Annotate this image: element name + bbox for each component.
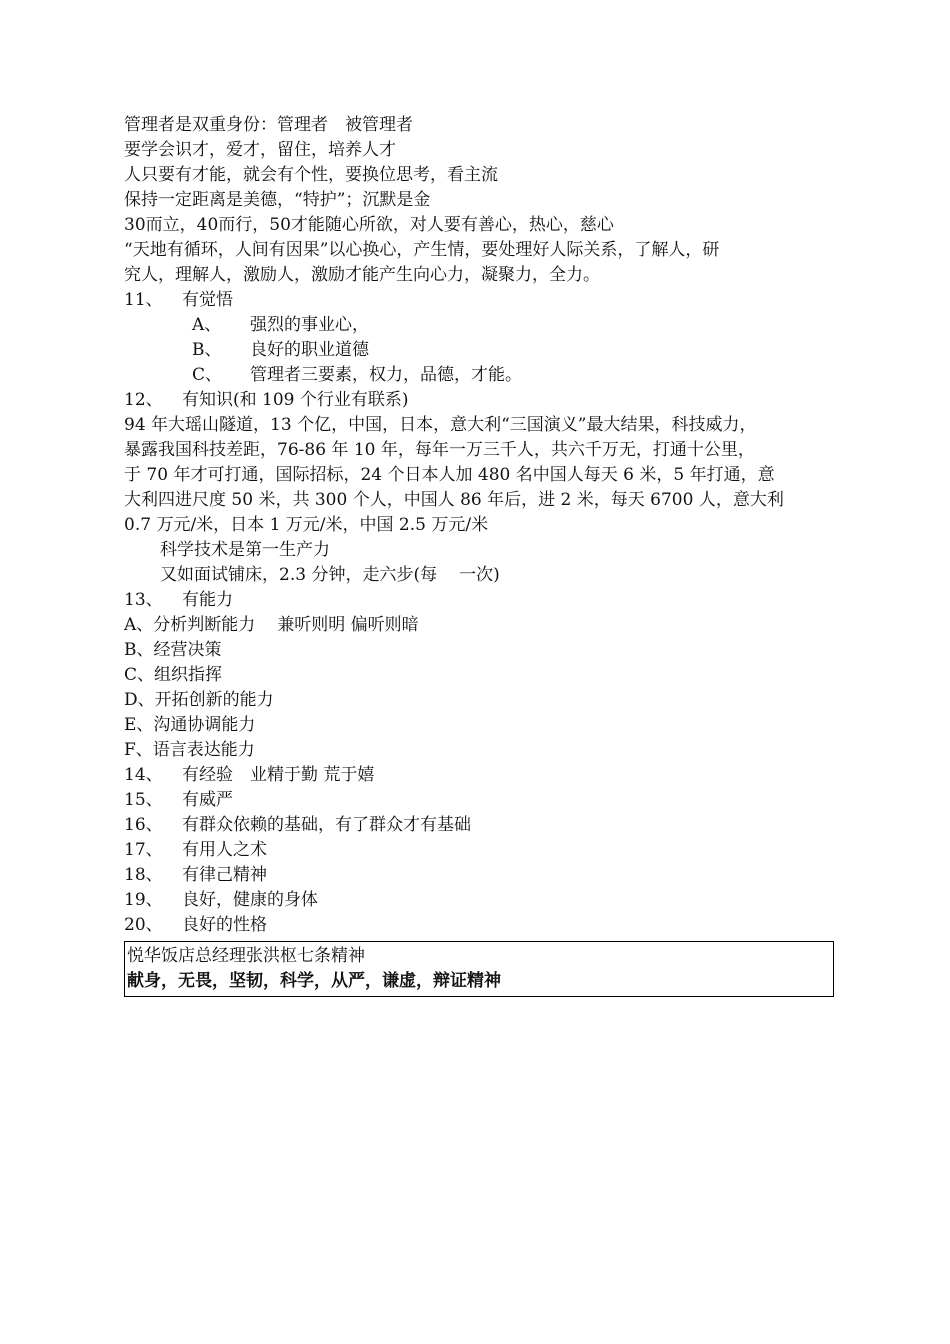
sub-item-text: 强烈的事业心，: [250, 315, 369, 335]
list-item: [124, 838, 836, 863]
list-item: [124, 763, 836, 788]
item-text: 有律己精神: [182, 865, 267, 885]
sub-item-tag: C、: [192, 365, 223, 385]
ability-line: C、组织指挥: [124, 665, 223, 685]
ability-line: E、沟通协调能力: [124, 715, 256, 735]
text-line: “天地有循环，人间有因果”以心换心，产生情，要处理好人际关系，了解人，研: [124, 240, 720, 260]
item-text: 有威严: [182, 790, 233, 810]
ability-line: F、语言表达能力: [124, 740, 255, 760]
box-title: 悦华饭店总经理张洪枢七条精神: [127, 946, 365, 966]
text-line: 保持一定距离是美德，“特护”；沉默是金: [124, 190, 431, 210]
sub-item: [124, 363, 836, 388]
paragraph-line: 暴露我国科技差距，76-86 年 10 年，每年一万三千人，共六千万无，打通十公里，: [124, 440, 755, 460]
sub-item: [124, 313, 836, 338]
sub-item-tag: A、: [192, 315, 222, 335]
item-number: 17、: [124, 840, 163, 860]
paragraph-line: 大利四进尺度 50 米，共 300 个人，中国人 86 年后，进 2 米，每天 6700 人，意大利: [124, 490, 784, 510]
box-text: 献身，无畏，坚韧，科学，从严，谦虚，辩证精神: [127, 971, 501, 991]
item-number: 19、: [124, 890, 163, 910]
item-number: 16、: [124, 815, 163, 835]
ability-line: B、经营决策: [124, 640, 222, 660]
paragraph-line: 于 70 年才可打通，国际招标，24 个日本人加 480 名中国人每天 6 米，5 年打通，意: [124, 465, 775, 485]
item-text: 良好，健康的身体: [182, 890, 318, 910]
item-number: 20、: [124, 915, 163, 935]
item-text: 良好的性格: [182, 915, 267, 935]
text-line: 管理者是双重身份：管理者 被管理者: [124, 115, 413, 135]
sub-item-tag: B、: [192, 340, 222, 360]
indented-line: 科学技术是第一生产力: [160, 540, 330, 560]
indented-text: 一次): [459, 565, 500, 585]
list-item: [124, 813, 836, 838]
sub-item-text: 良好的职业道德: [250, 340, 369, 360]
document-body: [124, 113, 836, 997]
ability-text: A、分析判断能力: [124, 615, 256, 635]
text-line: 究人，理解人，激励人，激励才能产生向心力，凝聚力，全力。: [124, 265, 600, 285]
item-number: 11、: [124, 290, 163, 310]
item-title: 有觉悟: [182, 290, 233, 310]
ability-note: 兼听则明 偏听则暗: [277, 615, 419, 635]
text-line: 30而立，40而行，50才能随心所欲，对人要有善心，热心，慈心: [124, 215, 614, 235]
item-text: 有经验 业精于勤 荒于嬉: [182, 765, 375, 785]
list-item: [124, 888, 836, 913]
ability-line: D、开拓创新的能力: [124, 690, 274, 710]
item-12: [124, 388, 836, 413]
item-text: 有群众依赖的基础，有了群众才有基础: [182, 815, 471, 835]
indented-line: [124, 563, 836, 588]
item-number: 15、: [124, 790, 163, 810]
item-title: 有知识(和 109 个行业有联系): [182, 390, 409, 410]
item-number: 18、: [124, 865, 163, 885]
item-13: [124, 588, 836, 613]
list-item: [124, 913, 836, 938]
paragraph-line: 0.7 万元/米，日本 1 万元/米，中国 2.5 万元/米: [124, 515, 489, 535]
item-11: [124, 288, 836, 313]
item-title: 有能力: [182, 590, 233, 610]
list-item: [124, 788, 836, 813]
item-number: 13、: [124, 590, 163, 610]
sub-item-text: 管理者三要素，权力，品德，才能。: [250, 365, 522, 385]
text-line: 人只要有才能，就会有个性，要换位思考，看主流: [124, 165, 498, 185]
item-number: 12、: [124, 390, 163, 410]
list-item: [124, 863, 836, 888]
item-text: 有用人之术: [182, 840, 267, 860]
quote-box: [124, 941, 834, 997]
text-line: 要学会识才，爱才，留住，培养人才: [124, 140, 396, 160]
paragraph-line: 94 年大瑶山隧道，13 个亿，中国，日本，意大利“三国演义”最大结果，科技威力，: [124, 415, 757, 435]
item-number: 14、: [124, 765, 163, 785]
sub-item: [124, 338, 836, 363]
indented-text: 又如面试铺床，2.3 分钟，走六步(每: [160, 565, 438, 585]
ability-line: [124, 613, 836, 638]
